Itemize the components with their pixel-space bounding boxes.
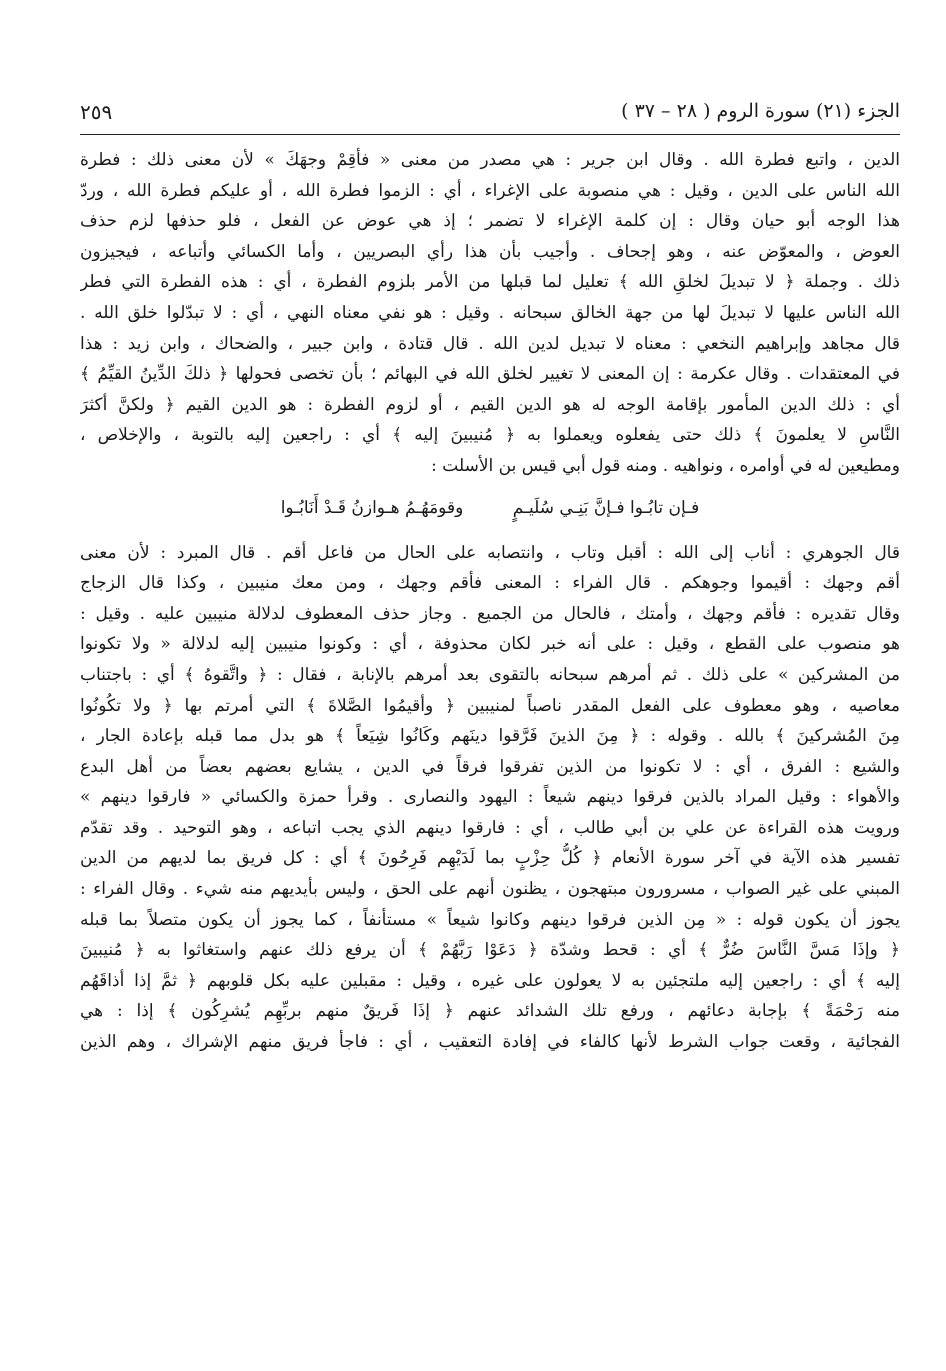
text-line: قال الجوهري : أناب إلى الله : أقبل وتاب ، وانتصابه على الحال من فاعل أقم . قال المبرد : لأن معنى	[80, 542, 900, 563]
text-line: العوض ، والمعوّض عنه ، وهو إجحاف . وأجيب بأن هذا رأي البصريين ، وأما الكسائي وأتباعه ، فيجيزون	[80, 241, 900, 262]
text-line: مِنَ المُشركينَ ﴾ بالله . وقوله : ﴿ مِنَ الذينَ فَرَّقوا دينَهم وكَانُوا شِيَعاً ﴾ هو بدل مما قبله بإعادة الجار ،	[80, 726, 900, 747]
body-text	[80, 145, 900, 1058]
text-line: قال مجاهد وإبراهيم النخعي : معناه لا تبديل لدين الله . قال قتادة ، وابن جبير ، والضحاك ، وابن زيد : هذا	[80, 333, 900, 354]
text-line: منه رَحْمَةً ﴾ بإجابة دعائهم ، ورفع تلك الشدائد عنهم ﴿ إذَا فَريقٌ منهم بربِّهِم يُشرِكُون ﴾ إذا : هي	[80, 1001, 900, 1022]
text-line: ذلك . وجملة ﴿ لا تبديلَ لخلقِ الله ﴾ تعليل لما قبلها من الأمر بلزوم الفطرة ، أي : هذه الفطرة التي فطر	[80, 272, 900, 293]
verse-right-hemistich: فـإن تابُـوا فـإنَّ بَنِـي سُلَيـمٍ	[512, 497, 700, 518]
text-line: إليه ﴾ أي : راجعين إليه ملتجئين به لا يعولون على غيره ، وقيل : مقبلين عليه بكل قلوبهم ﴿ ثمَّ إذا أذاقَهُم	[80, 970, 900, 991]
text-line: والشيع : الفرق ، أي : لا تكونوا من الذين تفرقوا فرقاً في الدين ، يشايع بعضهم بعضاً من أهل البدع	[80, 756, 900, 777]
text-line: هو منصوب على القطع ، وقيل : على أنه خبر لكان محذوفة ، أي : وكونوا منيبين إليه لدلالة « ولا تكونوا	[80, 634, 900, 655]
header-rule	[80, 134, 900, 135]
text-line: ورويت هذه القراءة عن علي بن أبي طالب ، أي : فارقوا دينهم الذي يجب اتباعه ، وهو التوحيد . وقد تقدّم	[80, 817, 900, 838]
text-line: الله الناس عليها لا تبديلَ لها من جهة الخالق سبحانه . وقيل : هو نفي معناه النهي ، أي : لا تبدّلوا خلق الله .	[80, 302, 900, 323]
text-line: في المعتقدات . وقال عكرمة : إن المعنى لا تغيير لخلق الله في البهائم ؛ بأن تخصى فحولها ﴿ ذلكَ الدِّينُ القيِّمُ ﴾	[80, 364, 900, 385]
running-title: الجزء (٢١) سورة الروم ( ٢٨ – ٣٧ )	[621, 100, 900, 122]
text-line: النَّاسِ لا يعلمونَ ﴾ ذلك حتى يفعلوه ويعملوا به ﴿ مُنيبينَ إليه ﴾ أي : راجعين إليه بالتوبة ، والإخلاص ،	[80, 425, 900, 446]
page-number: ٢٥٩	[80, 100, 113, 124]
text-line: الله الناس على الدين ، وقيل : هي منصوبة على الإغراء ، أي : الزموا فطرة الله ، أو عليكم فطرة الله ، وردّ	[80, 180, 900, 201]
text-line: أي : ذلك الدين المأمور بإقامة الوجه له هو الدين القيم ، أو لزوم الفطرة : هو الدين القيم ﴿ ولكنَّ أكثرَ	[80, 394, 900, 415]
running-header	[80, 100, 900, 132]
text-line: وقال تقديره : فأقم وجهك ، وأمتك ، فالحال من الجميع . وجاز حذف المعطوف لدلالة منيبين عليه . وقيل :	[80, 603, 900, 624]
text-line: هذا الوجه أبو حيان وقال : إن كلمة الإغراء لا تضمر ؛ إذ هي عوض عن الفعل ، فلو حذفها لزم حذف	[80, 211, 900, 232]
verse-left-hemistich: وقومَهُـمُ هـوازنُ قَـدْ أَنَابُـوا	[280, 497, 464, 518]
text-line: والأهواء : وقيل المراد بالذين فرقوا دينهم شيعاً : اليهود والنصارى . وقرأ حمزة والكسائي « فارقوا دينهم »	[80, 787, 900, 808]
verse-spacing	[80, 528, 900, 538]
text-line: ومطيعين له في أوامره ، ونواهيه . ومنه قول أبي قيس بن الأسلت :	[431, 455, 900, 476]
text-line: الفجائية ، وقعت جواب الشرط لأنها كالفاء في إفادة التعقيب ، أي : فاجأ فريق منهم الإشراك ، وهم الذين	[80, 1032, 900, 1053]
text-line: أقم وجهك : أقيموا وجوهكم . قال الفراء : المعنى فأقم وجهك ، ومن معك منيبين ، وكذا قال الزجاج	[80, 573, 900, 594]
text-line: ﴿ وإذَا مَسَّ النَّاسَ ضُرٌّ ﴾ أي : قحط وشدّة ﴿ دَعَوْا رَبَّهُمْ ﴾ أن يرفع ذلك عنهم واستغاثوا به ﴿ مُنيبينَ	[80, 940, 900, 961]
text-line: يجوز أن يكون قوله : « مِن الذين فرقوا دينهم وكانوا شيعاً » مستأنفاً ، كما يجوز أن يكون متصلاً بما قبله	[80, 909, 900, 930]
text-line: الدين ، واتبع فطرة الله . وقال ابن جرير : هي مصدر من معنى « فأقِمْ وجهَكَ » لأن معنى ذلك : فطرة	[80, 150, 900, 170]
text-line: من المشركين » على ذلك . ثم أمرهم سبحانه بالتقوى بعد أمرهم بالإنابة ، فقال : ﴿ واتَّقوهُ ﴾ أي : باجتناب	[80, 664, 900, 685]
text-line: معاصيه ، وهو معطوف على الفعل المقدر ناصباً لمنيبين ﴿ وأقيمُوا الصَّلاةَ ﴾ التي أمرتم بها ﴿ ولا تكُونُوا	[80, 695, 900, 716]
poetry-verse	[80, 482, 900, 528]
text-line: المبني على غير الصواب ، مسرورون مبتهجون ، يظنون أنهم على الحق ، وليس بأيديهم منه شيء . وقال الفراء :	[80, 879, 900, 900]
text-line: تفسير هذه الآية في آخر سورة الأنعام ﴿ كُلُّ حِزْبٍ بما لَدَيْهِم فَرِحُونَ ﴾ أي : كل فريق بما لديهم من الدين	[80, 848, 900, 869]
